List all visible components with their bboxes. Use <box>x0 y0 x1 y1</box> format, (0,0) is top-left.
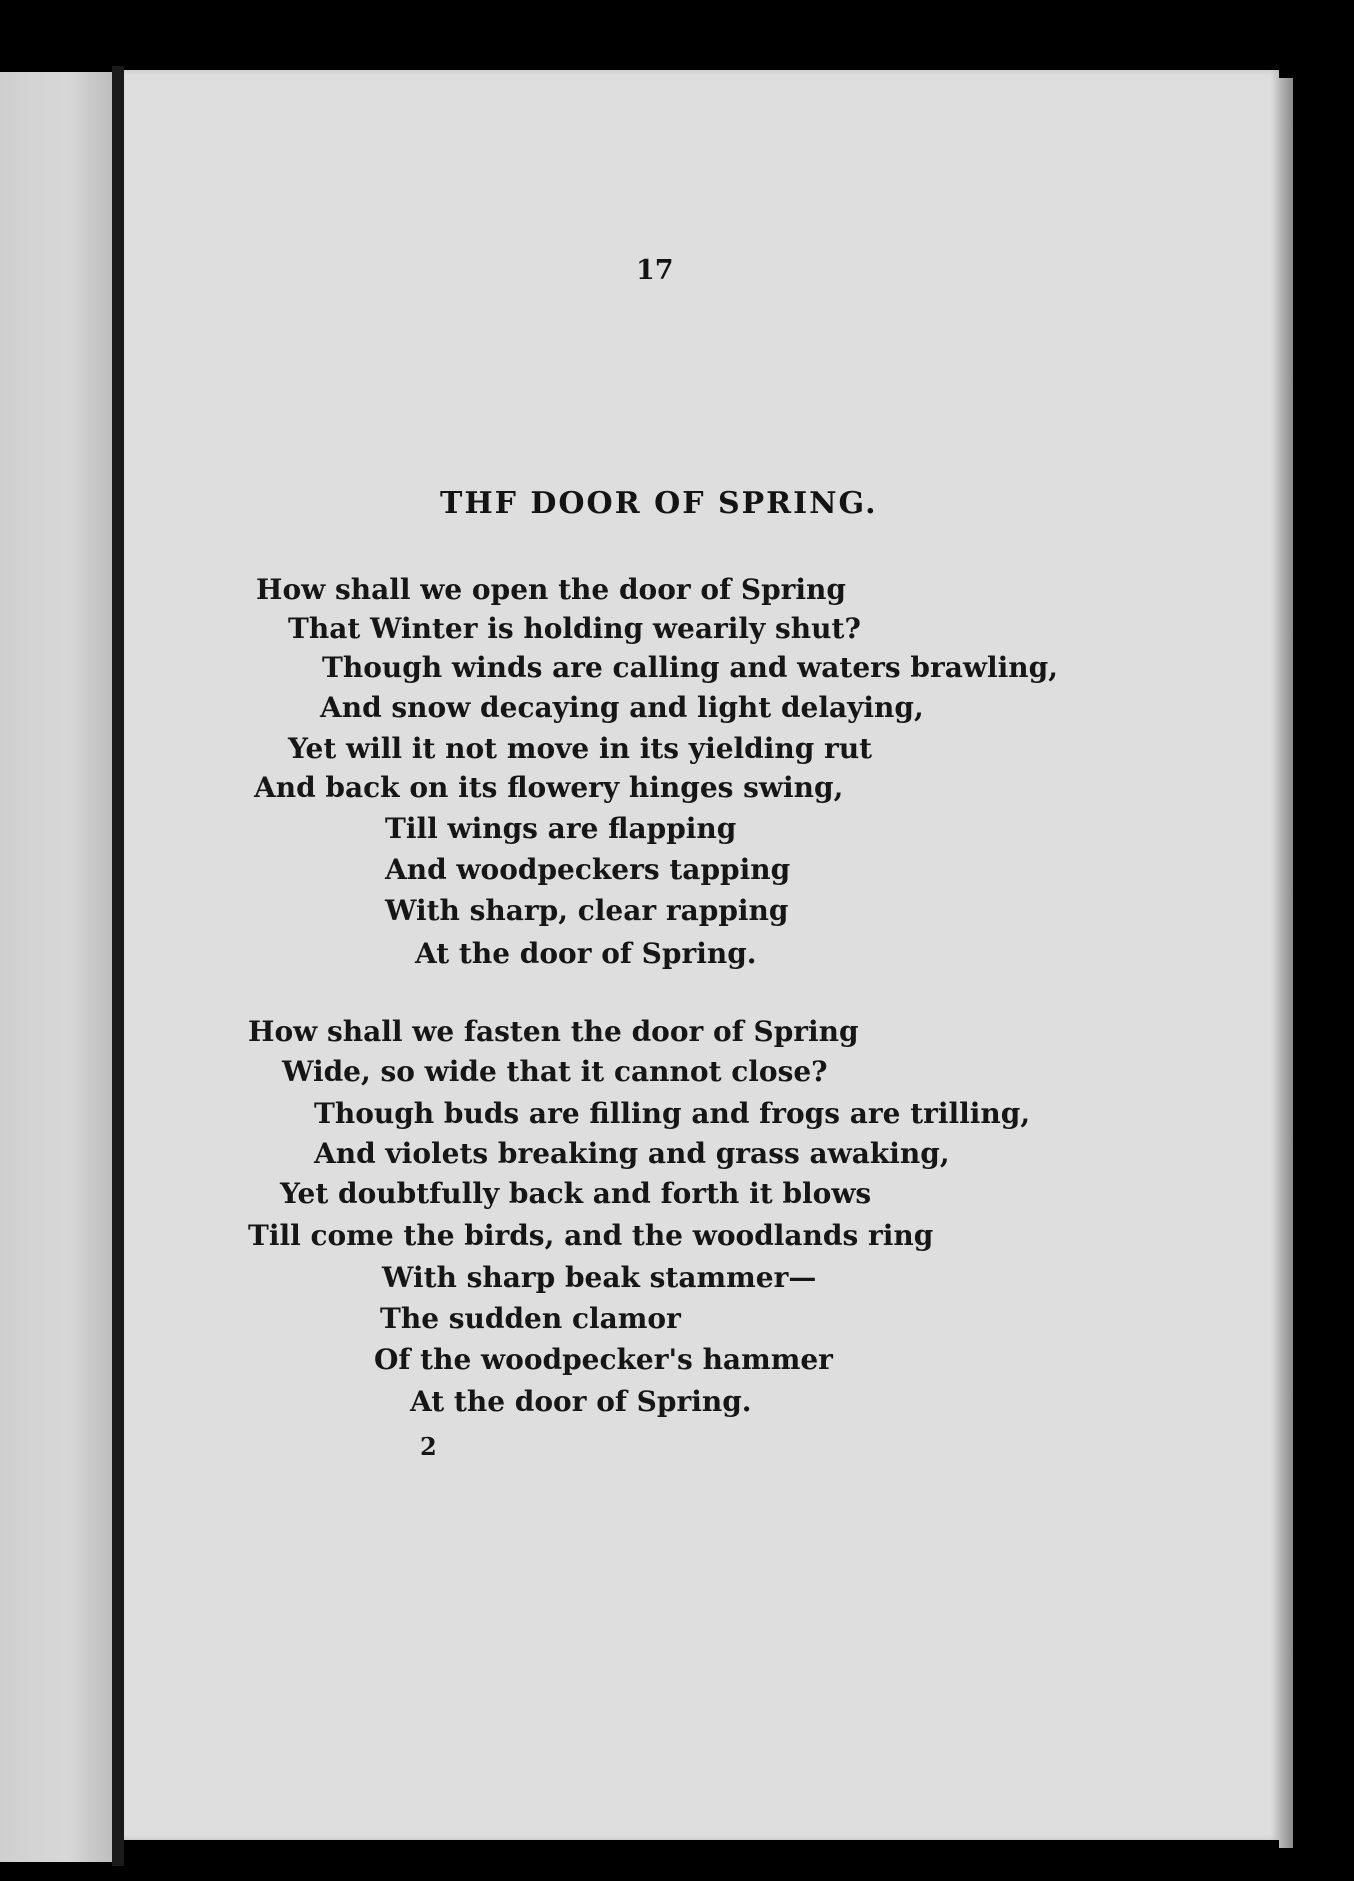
facing-page <box>0 72 112 1862</box>
signature-mark: 2 <box>420 1432 437 1461</box>
poem-line: At the door of Spring. <box>410 1385 752 1418</box>
poem-line: Yet doubtfully back and forth it blows <box>280 1177 872 1210</box>
page-number: 17 <box>636 255 674 286</box>
poem-line: At the door of Spring. <box>415 937 757 970</box>
poem-line: And violets breaking and grass awaking, <box>314 1137 950 1170</box>
poem-line: Yet will it not move in its yielding rut <box>288 732 873 765</box>
poem-line: Till come the birds, and the woodlands ring <box>248 1219 934 1252</box>
book-gutter <box>112 66 124 1866</box>
poem-line: With sharp beak stammer— <box>382 1261 817 1294</box>
poem-line: Wide, so wide that it cannot close? <box>282 1055 828 1088</box>
poem-line: And snow decaying and light delaying, <box>320 691 924 724</box>
poem-line: The sudden clamor <box>380 1302 681 1335</box>
poem-line: How shall we fasten the door of Spring <box>248 1015 859 1048</box>
poem-line: Of the woodpecker's hammer <box>374 1343 833 1376</box>
poem-line: With sharp, clear rapping <box>385 894 789 927</box>
page-edge <box>1279 78 1293 1848</box>
poem-line: And woodpeckers tapping <box>385 853 791 886</box>
poem-line: How shall we open the door of Spring <box>256 573 846 606</box>
poem-title: THF DOOR OF SPRING. <box>440 486 878 521</box>
poem-line: And back on its flowery hinges swing, <box>254 771 844 804</box>
poem-line: That Winter is holding wearily shut? <box>288 612 861 645</box>
poem-line: Till wings are flapping <box>385 812 737 845</box>
poem-line: Though winds are calling and waters brawling, <box>322 651 1058 684</box>
poem-line: Though buds are filling and frogs are trilling, <box>314 1097 1031 1130</box>
